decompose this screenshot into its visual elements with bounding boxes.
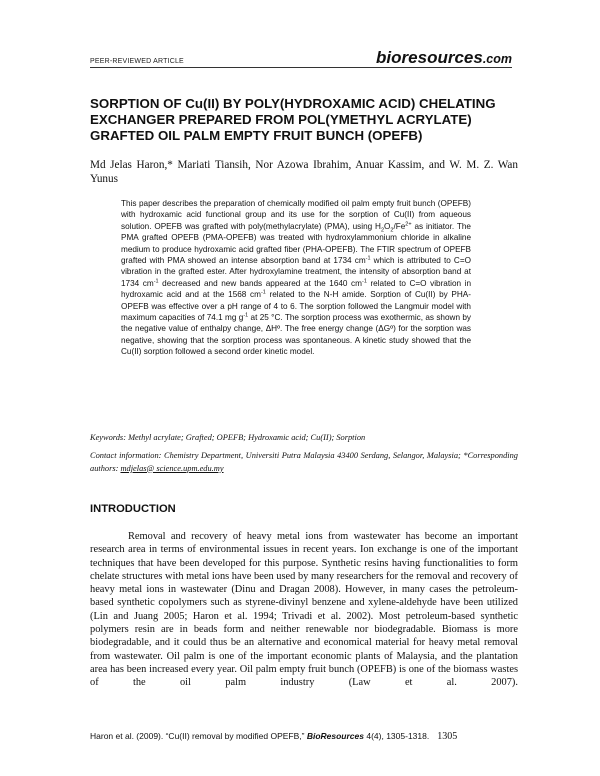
article-type-label: PEER-REVIEWED ARTICLE (90, 58, 184, 65)
contact-info (90, 450, 518, 475)
page-number: 1305 (437, 731, 458, 742)
brand-suffix: .com (482, 52, 512, 66)
paper-title: SORPTION OF Cu(II) BY POLY(HYDROXAMIC ACID) CHELATING EXCHANGER PREPARED FROM POL(YMETHYL ACRYLATE) GRAFTED OIL PALM EMPTY FRUIT BUNCH (OPEFB) (90, 96, 496, 143)
author-list: Md Jelas Haron,* Mariati Tiansih, Nor Azowa Ibrahim, Anuar Kassim, and W. M. Z. Wan Yunus (90, 159, 518, 185)
footer-citation: Haron et al. (2009). “Cu(II) removal by modified OPEFB,” (90, 731, 307, 741)
email-link[interactable]: mdjelas@ science.upm.edu.my (120, 463, 224, 473)
footer-volume: 4(4), 1305-1318. (364, 731, 430, 741)
header-rule (90, 67, 512, 68)
footer-journal: BioResources (306, 731, 364, 741)
journal-brand[interactable] (376, 48, 512, 68)
abstract: This paper describes the preparation of chemically modified oil palm empty fruit bunch (OPEFB) with hydroxamic acid functional group and its use for the sorption of Cu(II) from aqueous solution. OPEFB was grafted with poly(methylacrylate) (PMA), using $H_2O_2/Fe^{2+}$ as initiator. The PMA grafted OPEFB (PMA-OPEFB) was treated with hydroxylammonium chloride in alkaline medium to produce hydroxamic acid grafted fiber (PHA-OPEFB). The FTIR spectrum of OPEFB grafted with PMA showed an intense absorption band at 1734 $cm^{-1}$ which is attributed to C=O vibration in the grafted ester. After hydroxylamine treatment, the intensity of absorption band at 1734 $cm^{-1}$ decreased and new bands appeared at the 1640 $cm^{-1}$ related to C=O vibration in hydroxamic acid and at the 1568 $cm^{-1}$ related to the N-H amide. Sorption of Cu(II) by PHA-OPEFB was effective over a pH range of 4 to 6. The sorption followed the Langmuir model with maximum capacities of 74.1 mg $g^{-1}$ at 25 °C. The sorption process was exothermic, as shown by the negative value of enthalpy change, ΔHº. The free energy change (ΔGº) for the sorption was negative, showing that the sorption process was spontaneous. A kinetic study showed that the Cu(II) sorption followed a second order kinetic model. (121, 199, 472, 357)
introduction-paragraph: Removal and recovery of heavy metal ions from wastewater has become an important research area in terms of environmental issues in recent years. Ion exchange is one of the important techniques that have been developed for this purpose. Synthetic resins having functionalities to form chelate structures with metal ions have been used by many researchers for the removal and recovery of heavy metal ions in wastewater (Dinu and Dragan 2008). However, in many cases the petroleum-based synthetic copolymers such as styrene-divinyl benzene and xylene-aldehyde have been utilized (Lin and Juang 2005; Haron et al. 1994; Trivadi et al. 2002). Most petroleum-based synthetic polymers resin are in beads form and neither renewable nor biodegradable. Biomass is more biodegradable, and it could thus be an alternative and economical material for heavy metal removal from wastewater. Oil palm is one of the important economic plants of Malaysia, and the plantation area has been increased every year. Oil palm empty fruit bunch (OPEFB) is one of the biomass wastes of the oil palm industry (Law et al. 2007). (90, 531, 518, 689)
section-heading-introduction: INTRODUCTION (90, 503, 176, 515)
contact-text: Contact information: Chemistry Department, Universiti Putra Malaysia 43400 Serdang, Selangor, Malaysia; *Corresponding authors: (90, 451, 518, 473)
keywords: Keywords: Methyl acrylate; Grafted; OPEFB; Hydroxamic acid; Cu(II); Sorption (90, 433, 366, 442)
page-footer (90, 731, 518, 742)
brand-main: bioresources (376, 48, 483, 67)
